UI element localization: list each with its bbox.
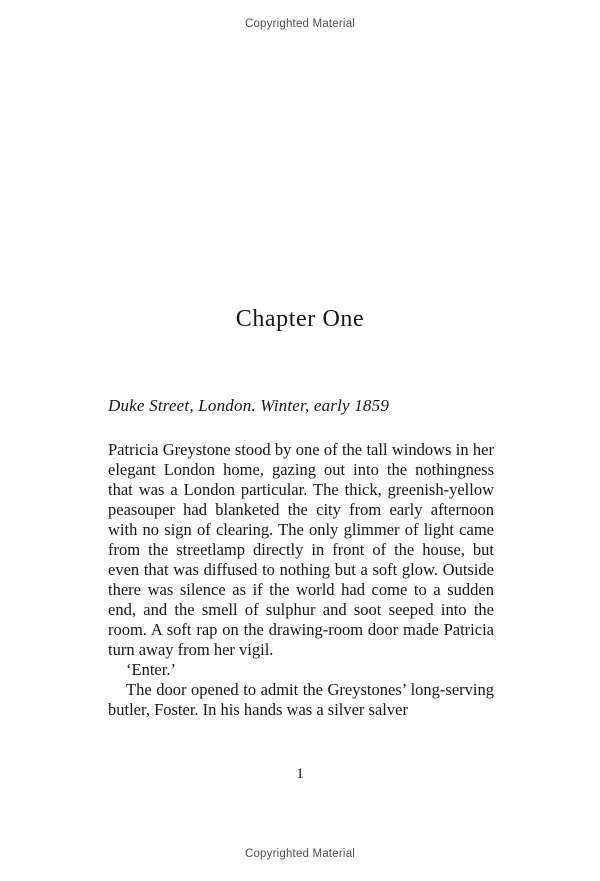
copyright-notice-bottom: Copyrighted Material	[244, 848, 356, 860]
body-text	[108, 440, 494, 720]
page-number: 1	[296, 766, 304, 782]
paragraph: ‘Enter.’	[126, 660, 176, 679]
copyright-notice-top: Copyrighted Material	[244, 18, 356, 30]
paragraph: The door opened to admit the Greystones’ long-serving butler, Foster. In his hands was a silver salver	[108, 680, 494, 719]
chapter-title: Chapter One	[235, 306, 365, 332]
chapter-dateline: Duke Street, London. Winter, early 1859	[108, 396, 390, 415]
paragraph: Patricia Greystone stood by one of the tall windows in her elegant London home, gazing out into the nothingness that was a London particular. The thick, greenish-yellow peasouper had blanketed the city from early afternoon with no sign of clearing. The only glimmer of light came from the streetlamp directly in front of the house, but even that was diffused to nothing but a soft glow. Outside there was silence as if the world had come to a sudden end, and the smell of sulphur and soot seeped into the room. A soft rap on the drawing-room door made Patricia turn away from her vigil.	[108, 440, 494, 659]
